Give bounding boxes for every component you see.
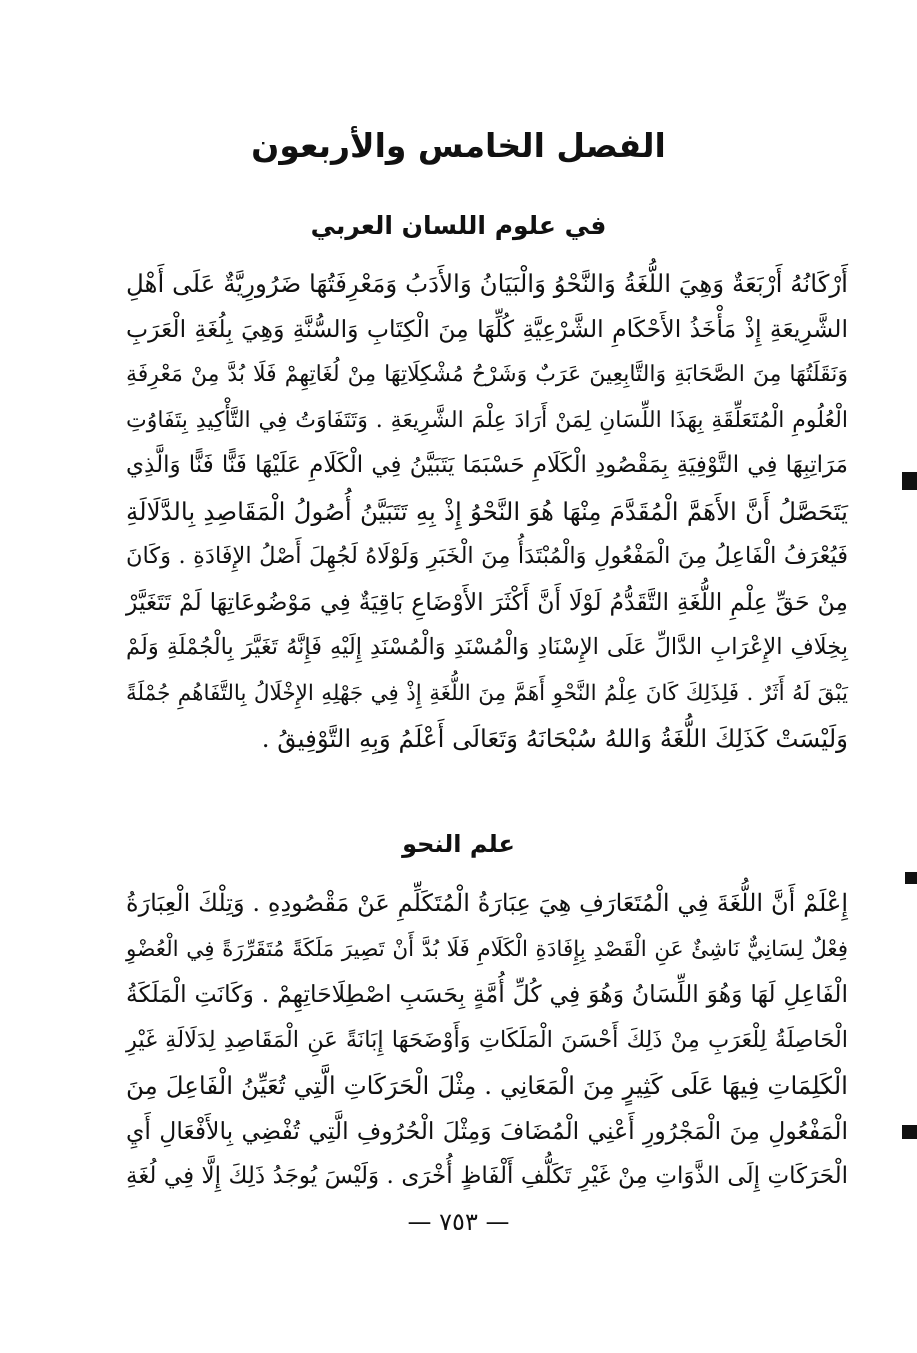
subsection-title: علم النحو bbox=[402, 830, 515, 858]
text-line: مَرَاتِبِهَا فِي التَّوْفِيَةِ بِمَقْصُودِ الْكَلَامِ حَسْبَمَا يَتَبَيَّنُ فِي الْكَلَامِ عَلَيْهَا فَنًّا فَنًّا وَالَّذِي bbox=[126, 452, 848, 478]
text-line: وَنَقَلَتُهَا مِنَ الصَّحَابَةِ وَالتَّابِعِينَ عَرَبٌ وَشَرْحُ مُشْكِلَاتِهَا مِنْ لُغَاتِهِمْ فَلَا بُدَّ مِنْ مَعْرِفَةِ bbox=[126, 362, 848, 387]
text-line: الْحَاصِلَةُ لِلْعَرَبِ مِنْ ذَلِكَ أَحْسَنَ الْمَلَكَاتِ وَأَوْضَحَهَا إِبَانَةً عَنِ الْمَقَاصِدِ لِدَلَالَةِ غَيْرِ bbox=[126, 1026, 848, 1053]
text-line: فَيُعْرَفُ الْفَاعِلُ مِنَ الْمَفْعُولِ وَالْمُبْتَدَأُ مِنَ الْخَبَرِ وَلَوْلَاهُ لَجُهِلَ أَصْلُ الإِفَادَةِ . وَكَانَ bbox=[126, 543, 848, 569]
text-line: وَلَيْسَتْ كَذَلِكَ اللُّغَةُ وَاللهُ سُبْحَانَهُ وَتَعَالَى أَعْلَمُ وَبِهِ التَّوْفِيقُ . bbox=[261, 724, 848, 753]
text-line: الْفَاعِلِ لَهَا وَهُوَ اللِّسَانُ وَهُوَ فِي كُلِّ أُمَّةٍ بِحَسَبِ اصْطِلَاحَاتِهِمْ . وَكَانَتِ الْمَلَكَةُ bbox=[126, 980, 848, 1008]
text-line: الْحَرَكَاتِ إِلَى الذَّوَاتِ مِنْ غَيْرِ تَكَلُّفِ أَلْفَاظٍ أُخْرَى . وَلَيْسَ يُوجَدُ ذَلِكَ إِلَّا فِي لُغَةِ bbox=[126, 1163, 848, 1189]
edge-mark bbox=[905, 872, 917, 884]
text-line: يَبْقَ لَهُ أَثَرٌ . فَلِذَلِكَ كَانَ عِلْمُ النَّحْوِ أَهَمَّ مِنَ اللُّغَةِ إِذْ فِي جَهْلِهِ الإِخْلَالُ بِالتَّفَاهُمِ جُمْلَةً bbox=[126, 680, 848, 706]
text-line: إِعْلَمْ أَنَّ اللُّغَةَ فِي الْمُتَعَارَفِ هِيَ عِبَارَةُ الْمُتَكَلِّمِ عَنْ مَقْصُودِهِ . وَتِلْكَ الْعِبَارَةُ bbox=[126, 889, 848, 917]
section-title: في علوم اللسان العربي bbox=[310, 211, 607, 240]
text-line: يَتَحَصَّلُ أَنَّ الأَهَمَّ الْمُقَدَّمَ مِنْهَا هُوَ النَّحْوُ إِذْ بِهِ تَتَبَيَّنُ أُصُولُ الْمَقَاصِدِ بِالدَّلَالَةِ bbox=[126, 496, 848, 526]
text-line: الْمَفْعُولِ مِنَ الْمَجْرُورِ أَعْنِي الْمُضَافَ وَمِثْلَ الْحُرُوفِ الَّتِي تُفْضِي بِالأَفْعَالِ أَيِ bbox=[126, 1116, 848, 1145]
chapter-title: الفصل الخامس والأربعون bbox=[251, 126, 666, 165]
paragraph-arabic-language-sciences bbox=[126, 261, 848, 762]
text-line: فِعْلٌ لِسَانِيٌّ نَاشِئٌ عَنِ الْقَصْدِ بِإِفَادَةِ الْكَلَامِ فَلَا بُدَّ أَنْ تَصِيرَ مَلَكَةً مُتَقَرِّرَةً فِي الْعُضْوِ bbox=[126, 936, 848, 962]
text-line: أَرْكَانُهُ أَرْبَعَةٌ وَهِيَ اللُّغَةُ وَالنَّحْوُ وَالْبَيَانُ وَالأَدَبُ وَمَعْرِفَتُهَا ضَرُورِيَّةٌ عَلَى أَهْلِ bbox=[126, 269, 848, 298]
page-number: — ٧٥٣ — bbox=[407, 1208, 510, 1236]
text-line: الْعُلُومِ الْمُتَعَلِّقَةِ بِهَذَا اللِّسَانِ لِمَنْ أَرَادَ عِلْمَ الشَّرِيعَةِ . وَتَتَفَاوَتُ فِي التَّأْكِيدِ بِتَفَاوُتِ bbox=[126, 407, 848, 433]
paragraph-grammar bbox=[126, 881, 848, 1200]
text-line: مِنْ حَقِّ عِلْمِ اللُّغَةِ التَّقَدُّمُ لَوْلَا أَنَّ أَكْثَرَ الأَوْضَاعِ بَاقِيَةٌ فِي مَوْضُوعَاتِهَا لَمْ تَتَغَيَّرْ bbox=[126, 587, 848, 616]
text-line: بِخِلَافِ الإِعْرَابِ الدَّالِّ عَلَى الإِسْنَادِ وَالْمُسْنَدِ وَالْمُسْنَدِ إِلَيْهِ فَإِنَّهُ تَغَيَّرَ بِالْجُمْلَةِ وَلَمْ bbox=[126, 634, 848, 660]
edge-mark bbox=[902, 472, 917, 490]
text-line: الْكَلِمَاتِ فِيهَا عَلَى كَثِيرٍ مِنَ الْمَعَانِي . مِثْلَ الْحَرَكَاتِ الَّتِي تُعَيِّنُ الْفَاعِلَ مِنَ bbox=[126, 1071, 848, 1100]
text-line: الشَّرِيعَةِ إِذْ مَأْخَذُ الأَحْكَامِ الشَّرْعِيَّةِ كُلِّهَا مِنَ الْكِتَابِ وَالسُّنَّةِ وَهِيَ بِلُغَةِ الْعَرَبِ bbox=[126, 314, 848, 343]
edge-mark bbox=[902, 1125, 917, 1139]
